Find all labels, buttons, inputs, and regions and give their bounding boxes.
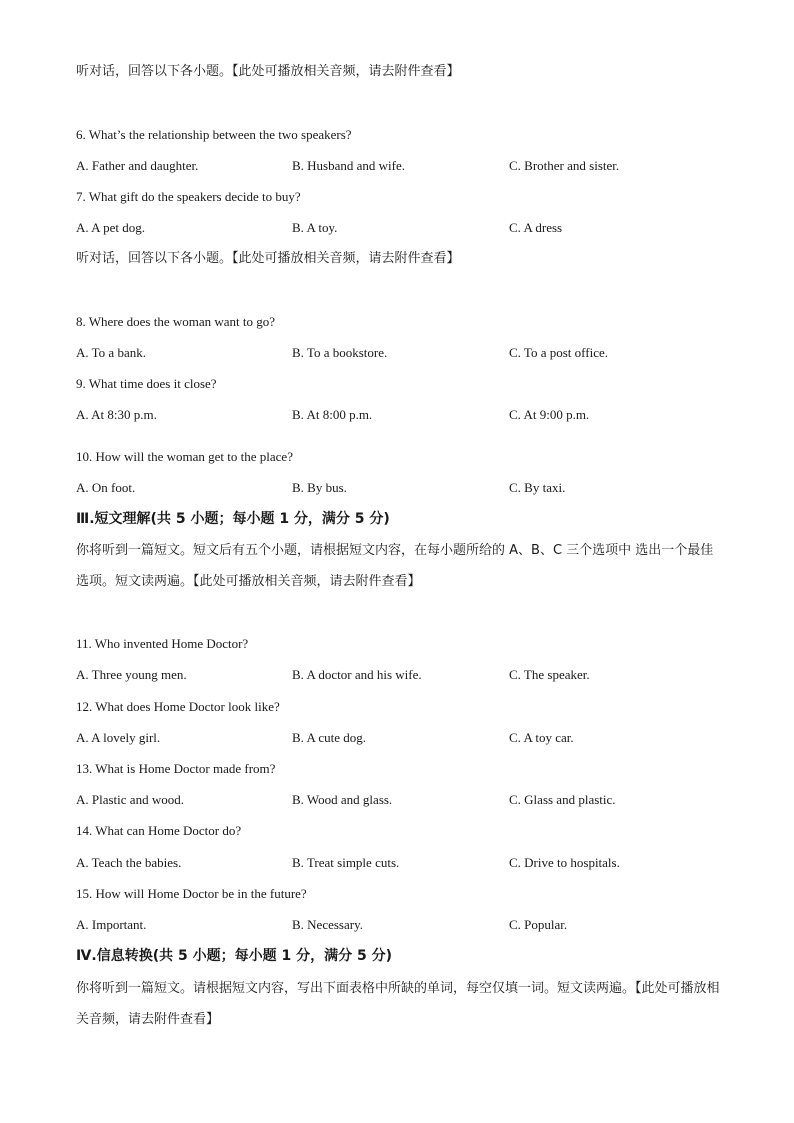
question-14: 14. What can Home Doctor do?: [76, 823, 242, 838]
section-3-heading: Ⅲ.短文理解(共 5 小题；每小题 1 分，满分 5 分): [76, 511, 390, 527]
question-7-option-c: C. A dress: [509, 220, 563, 235]
section-4-heading: Ⅳ.信息转换(共 5 小题；每小题 1 分，满分 5 分): [76, 948, 392, 964]
question-13: 13. What is Home Doctor made from?: [76, 761, 276, 776]
question-10: 10. How will the woman get to the place?: [76, 449, 293, 464]
question-15-option-a: A. Important.: [76, 917, 147, 932]
question-15-option-c: C. Popular.: [509, 917, 568, 932]
section-4-instruction: 你将听到一篇短文。请根据短文内容，写出下面表格中所缺的单词，每空仅填一词。短文读两遍。【此处可播放相关音频，请去附件查看】: [76, 981, 720, 1027]
question-12: 12. What does Home Doctor look like?: [76, 699, 280, 714]
section-3-instruction: 你将听到一篇短文。短文后有五个小题，请根据短文内容，在每小题所给的 A、B、C 三个选项中 选出一个最佳选项。短文读两遍。【此处可播放相关音频，请去附件查看】: [76, 543, 714, 589]
question-13-option-b: B. Wood and glass.: [292, 792, 393, 807]
question-12-option-b: B. A cute dog.: [292, 730, 367, 745]
question-8-option-c: C. To a post office.: [509, 345, 608, 360]
question-10-option-a: A. On foot.: [76, 480, 136, 495]
question-10-option-c: C. By taxi.: [509, 480, 566, 495]
question-6-option-a: A. Father and daughter.: [76, 158, 199, 173]
question-14-option-a: A. Teach the babies.: [76, 855, 182, 870]
question-9-option-a: A. At 8:30 p.m.: [76, 407, 157, 422]
question-14-option-b: B. Treat simple cuts.: [292, 855, 400, 870]
question-11-option-b: B. A doctor and his wife.: [292, 667, 422, 682]
question-7-option-a: A. A pet dog.: [76, 220, 145, 235]
listening-instruction: 听对话，回答以下各小题。【此处可播放相关音频，请去附件查看】: [76, 251, 460, 266]
question-10-option-b: B. By bus.: [292, 480, 347, 495]
question-11-option-c: C. The speaker.: [509, 667, 590, 682]
question-11-option-a: A. Three young men.: [76, 667, 187, 682]
question-15: 15. How will Home Doctor be in the future?: [76, 886, 307, 901]
question-6-option-c: C. Brother and sister.: [509, 158, 620, 173]
question-7: 7. What gift do the speakers decide to buy?: [76, 189, 301, 204]
listening-instruction: 听对话，回答以下各小题。【此处可播放相关音频，请去附件查看】: [76, 64, 460, 79]
question-8-option-b: B. To a bookstore.: [292, 345, 388, 360]
question-13-option-a: A. Plastic and wood.: [76, 792, 184, 807]
question-15-option-b: B. Necessary.: [292, 917, 363, 932]
question-6-option-b: B. Husband and wife.: [292, 158, 406, 173]
question-6: 6. What’s the relationship between the two speakers?: [76, 127, 352, 142]
question-8: 8. Where does the woman want to go?: [76, 314, 276, 329]
question-14-option-c: C. Drive to hospitals.: [509, 855, 620, 870]
question-9-option-c: C. At 9:00 p.m.: [509, 407, 590, 422]
question-9-option-b: B. At 8:00 p.m.: [292, 407, 373, 422]
question-12-option-a: A. A lovely girl.: [76, 730, 161, 745]
question-9: 9. What time does it close?: [76, 376, 217, 391]
question-11: 11. Who invented Home Doctor?: [76, 636, 249, 651]
question-7-option-b: B. A toy.: [292, 220, 338, 235]
question-12-option-c: C. A toy car.: [509, 730, 574, 745]
question-13-option-c: C. Glass and plastic.: [509, 792, 616, 807]
question-8-option-a: A. To a bank.: [76, 345, 146, 360]
